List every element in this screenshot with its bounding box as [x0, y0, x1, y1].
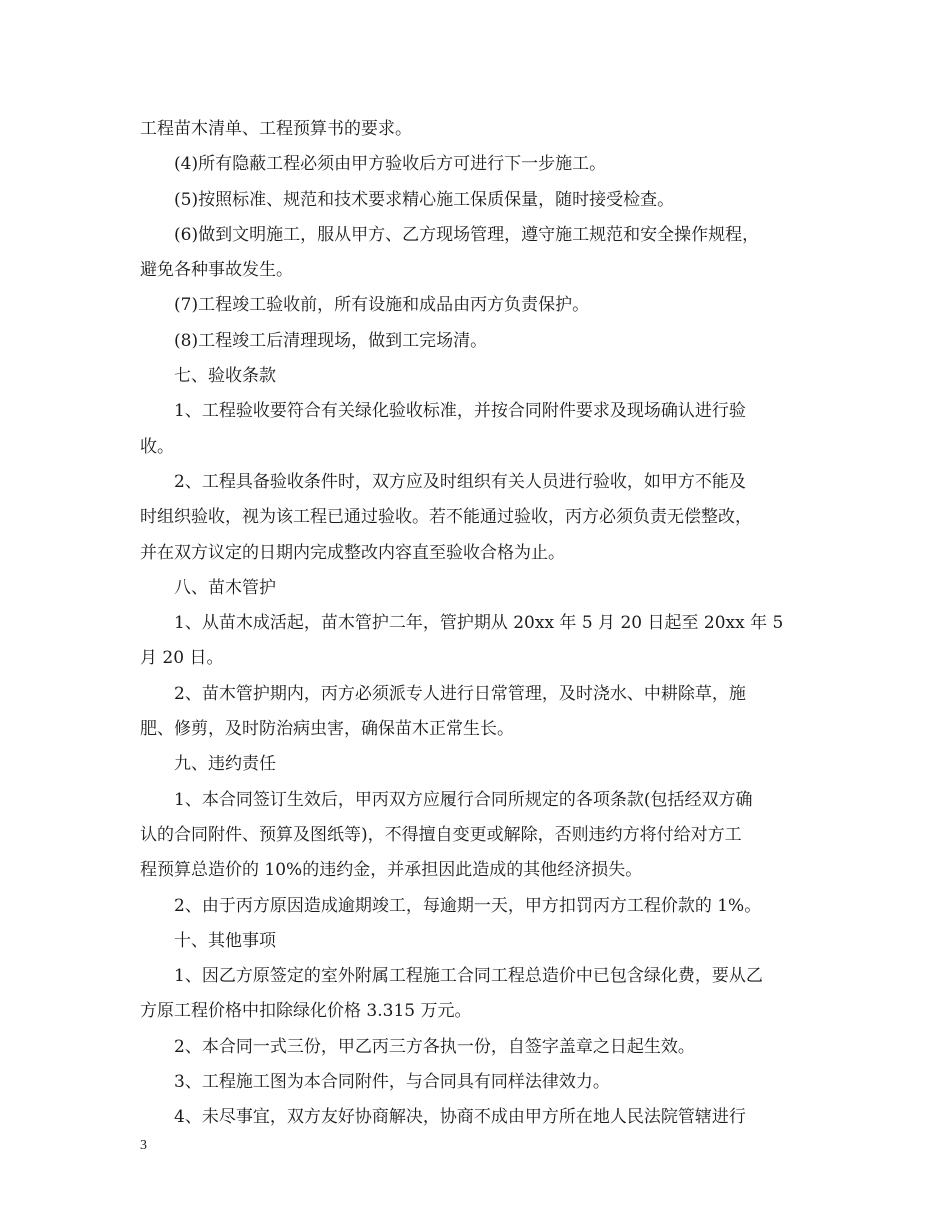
- text-line: 2、由于丙方原因造成逾期竣工，每逾期一天，甲方扣罚丙方工程价款的 1%。: [174, 895, 762, 916]
- text-line: 肥、修剪，及时防治病虫害，确保苗木正常生长。: [140, 719, 514, 740]
- text-line: 2、苗木管护期内，丙方必须派专人进行日常管理，及时浇水、中耕除草，施: [174, 683, 746, 704]
- text-line: (5)按照标准、规范和技术要求精心施工保质保量，随时接受检查。: [174, 189, 675, 210]
- text-line: 1、从苗木成活起，苗木管护二年，管护期从 20xx 年 5 月 20 日起至 20xx 年 5: [174, 613, 784, 634]
- text-line: 认的合同附件、预算及图纸等)，不得擅自变更或解除，否则违约方将付给对方工: [140, 824, 742, 845]
- text-line: 避免各种事故发生。: [140, 260, 293, 281]
- text-line: 4、未尽事宜，双方友好协商解决，协商不成由甲方所在地人民法院管辖进行: [174, 1107, 746, 1128]
- text-line: 1、工程验收要符合有关绿化验收标准，并按合同附件要求及现场确认进行验: [174, 401, 746, 422]
- document-body: [140, 112, 825, 1136]
- text-line: 2、工程具备验收条件时，双方应及时组织有关人员进行验收，如甲方不能及: [174, 471, 746, 492]
- text-line: 方原工程价格中扣除绿化价格 3.315 万元。: [140, 1001, 472, 1022]
- text-line: 2、本合同一式三份，甲乙丙三方各执一份，自签字盖章之日起生效。: [174, 1036, 695, 1057]
- text-line: 工程苗木清单、工程预算书的要求。: [140, 119, 412, 139]
- text-line: 时组织验收，视为该工程已通过验收。若不能通过验收，丙方必须负责无偿整改，: [140, 507, 752, 528]
- text-line: 月 20 日。: [140, 648, 224, 669]
- page-number: 3: [140, 1138, 147, 1153]
- text-line: 并在双方议定的日期内完成整改内容直至验收合格为止。: [140, 542, 565, 563]
- text-line: (4)所有隐蔽工程必须由甲方验收后方可进行下一步施工。: [174, 154, 607, 175]
- text-line: 3、工程施工图为本合同附件，与合同具有同样法律效力。: [174, 1072, 610, 1093]
- text-line: 程预算总造价的 10%的违约金，并承担因此造成的其他经济损失。: [140, 860, 643, 881]
- text-line: 十、其他事项: [174, 930, 276, 951]
- text-line: 1、因乙方原签定的室外附属工程施工合同工程总造价中已包含绿化费，要从乙: [174, 966, 763, 987]
- text-line: (8)工程竣工后清理现场，做到工完场清。: [174, 330, 488, 351]
- text-line: (7)工程竣工验收前，所有设施和成品由丙方负责保护。: [174, 295, 590, 316]
- text-line: 七、验收条款: [174, 366, 276, 387]
- text-line: 1、本合同签订生效后，甲丙双方应履行合同所规定的各项条款(包括经双方确: [174, 789, 753, 810]
- text-line: 收。: [140, 436, 174, 457]
- text-line: 九、违约责任: [174, 754, 276, 775]
- text-line: 八、苗木管护: [174, 577, 276, 598]
- text-line: (6)做到文明施工，服从甲方、乙方现场管理，遵守施工规范和安全操作规程，: [174, 224, 760, 245]
